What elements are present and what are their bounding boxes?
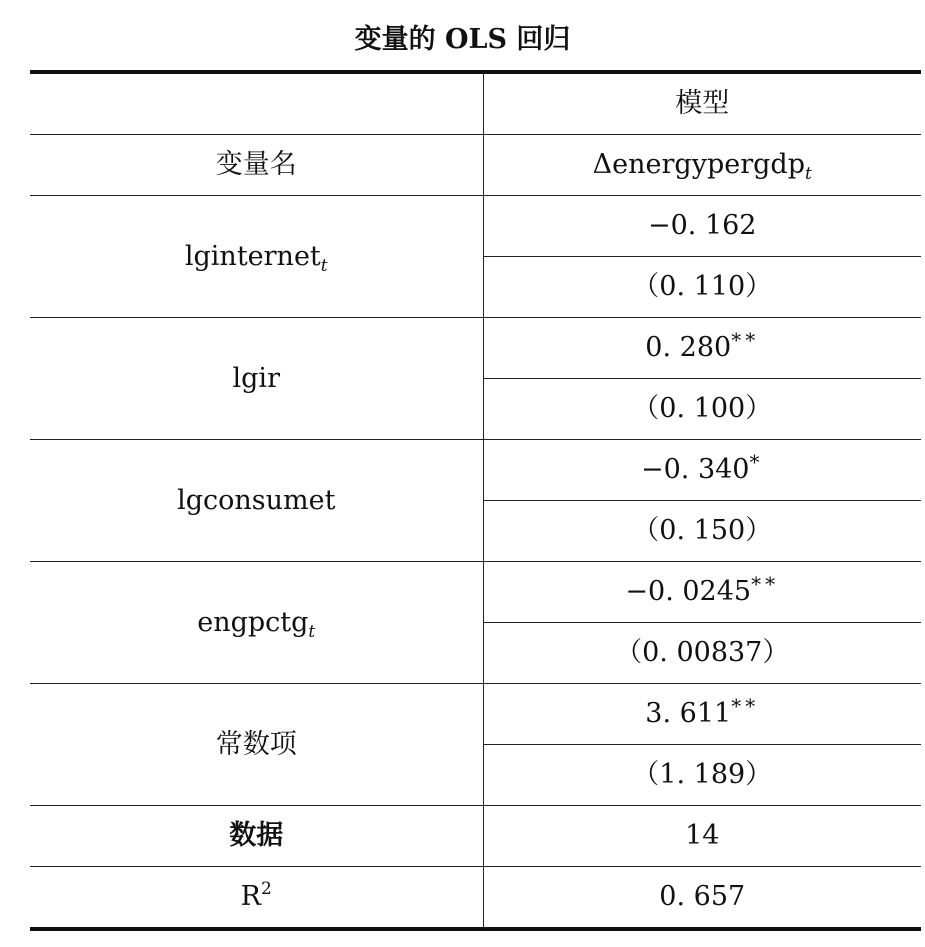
varname-header: 变量名 bbox=[30, 135, 483, 196]
coefficient-value: 3. 611 bbox=[645, 698, 732, 729]
dependent-var-header bbox=[483, 135, 921, 196]
significance-stars: ** bbox=[751, 572, 780, 596]
observations-label: 数据 bbox=[30, 806, 483, 867]
standard-error-cell: （1. 189） bbox=[483, 745, 921, 806]
header-row-model bbox=[30, 72, 921, 135]
header-row-variables bbox=[30, 135, 921, 196]
variable-name: 常数项 bbox=[215, 728, 297, 760]
variable-name: lgir bbox=[232, 362, 280, 394]
variable-name-cell bbox=[30, 196, 483, 318]
r-squared-value: 0. 657 bbox=[659, 881, 746, 912]
r-squared-label: R bbox=[240, 881, 261, 912]
table-row bbox=[30, 196, 921, 257]
observations-value: 14 bbox=[483, 806, 921, 867]
variable-name: lgconsumet bbox=[177, 484, 336, 516]
coefficient-value: −0. 162 bbox=[647, 210, 757, 241]
header-empty-cell bbox=[30, 72, 483, 135]
variable-name: lginternet bbox=[184, 240, 321, 272]
variable-name-cell bbox=[30, 684, 483, 806]
table-row bbox=[30, 318, 921, 379]
regression-table bbox=[30, 70, 921, 931]
variable-subscript: t bbox=[320, 255, 328, 276]
standard-error-cell: （0. 110） bbox=[483, 257, 921, 318]
table-row bbox=[30, 562, 921, 623]
standard-error-cell: （0. 150） bbox=[483, 501, 921, 562]
variable-name-cell bbox=[30, 562, 483, 684]
significance-stars: ** bbox=[731, 328, 760, 352]
variable-name-cell bbox=[30, 318, 483, 440]
significance-stars: * bbox=[749, 450, 764, 474]
coefficient-value: −0. 0245 bbox=[625, 576, 752, 607]
table-row bbox=[30, 684, 921, 745]
observations-row bbox=[30, 806, 921, 867]
variable-name-cell bbox=[30, 440, 483, 562]
variable-name: engpctg bbox=[197, 606, 309, 638]
coefficient-cell bbox=[483, 440, 921, 501]
r-squared-superscript: 2 bbox=[261, 879, 272, 899]
standard-error-cell: （0. 100） bbox=[483, 379, 921, 440]
coefficient-value: −0. 340 bbox=[640, 454, 750, 485]
coefficient-value: 0. 280 bbox=[645, 332, 732, 363]
table-row bbox=[30, 440, 921, 501]
coefficient-cell bbox=[483, 196, 921, 257]
coefficient-cell bbox=[483, 562, 921, 623]
r-squared-row bbox=[30, 867, 921, 930]
dependent-var-subscript: t bbox=[804, 164, 812, 184]
table-title: 变量的 OLS 回归 bbox=[354, 24, 571, 55]
variable-subscript: t bbox=[308, 621, 316, 642]
coefficient-cell bbox=[483, 684, 921, 745]
model-header: 模型 bbox=[483, 72, 921, 135]
significance-stars: ** bbox=[731, 694, 760, 718]
r-squared-label-cell bbox=[30, 867, 483, 930]
dependent-var-name: Δenergypergdp bbox=[592, 149, 805, 180]
standard-error-cell: （0. 00837） bbox=[483, 623, 921, 684]
coefficient-cell bbox=[483, 318, 921, 379]
